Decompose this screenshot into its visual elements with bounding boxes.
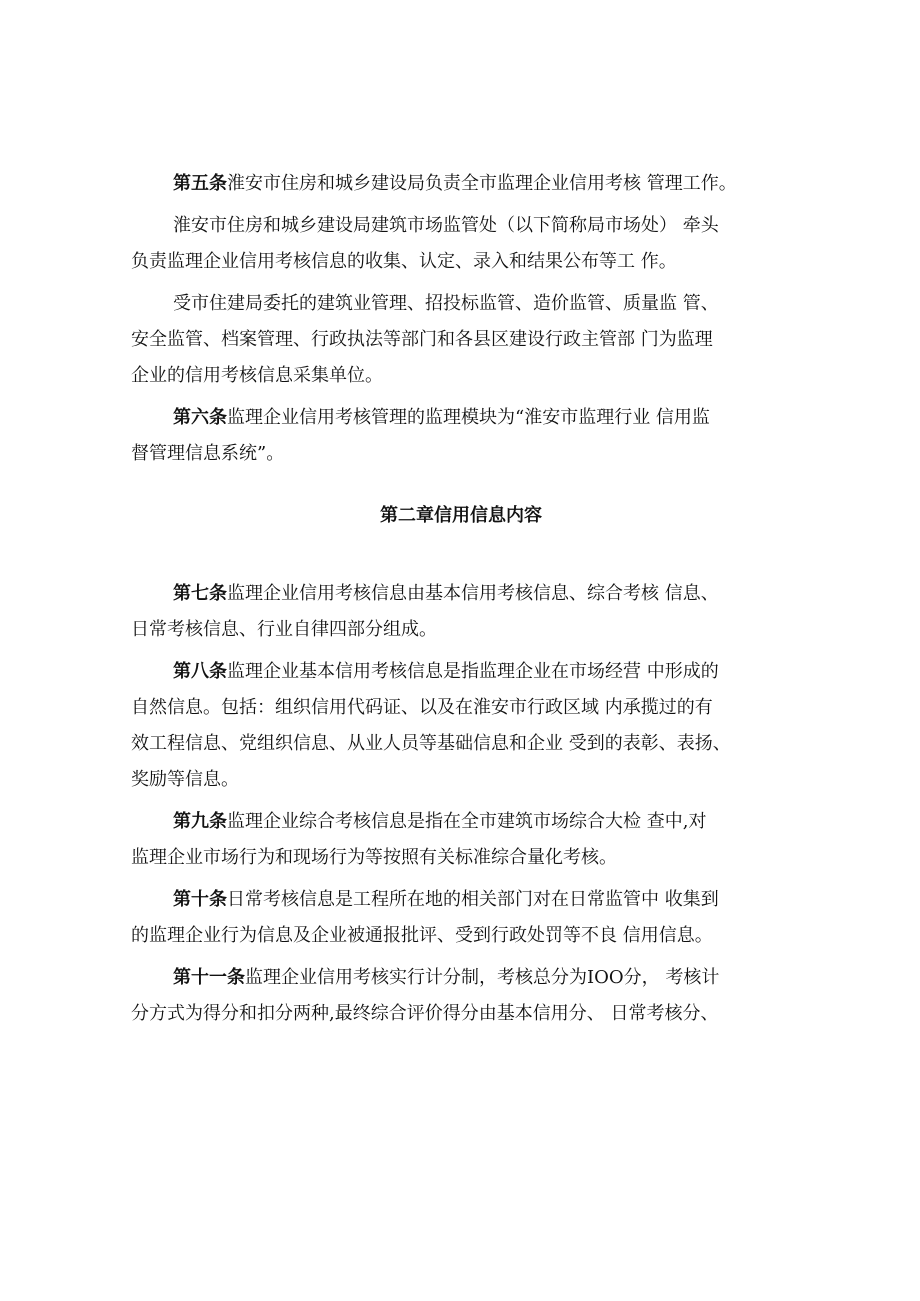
- entrusted-line-2: 安全监管、档案管理、行政执法等部门和各县区建设行政主管部 门为监理: [131, 329, 713, 350]
- market-office-line-2: 负责监理企业信用考核信息的收集、认定、录入和结果公布等工 作。: [131, 251, 677, 272]
- article-6-label: 第六条: [173, 407, 227, 428]
- article-10-label: 第十条: [173, 889, 227, 910]
- article-9-label: 第九条: [173, 811, 227, 832]
- article-10-line-1: 第十条日常考核信息是工程所在地的相关部门对在日常监管中 收集到: [173, 889, 719, 910]
- article-9-line-2: 监理企业市场行为和现场行为等按照有关标准综合量化考核。: [131, 847, 617, 868]
- article-8-label: 第八条: [173, 661, 227, 682]
- article-9-line-1: 第九条监理企业综合考核信息是指在全市建筑市场综合大检 查中,对: [173, 811, 707, 832]
- article-8-line-1: 第八条监理企业基本信用考核信息是指监理企业在市场经营 中形成的: [173, 661, 719, 682]
- article-6-line-1: 第六条监理企业信用考核管理的监理模块为“淮安市监理行业 信用监: [173, 407, 710, 428]
- article-11: [131, 960, 791, 1032]
- article-5-label: 第五条: [173, 173, 227, 194]
- entrusted-line-1: 受市住建局委托的建筑业管理、招投标监管、造价监管、质量监 管、: [173, 293, 719, 314]
- article-6: [131, 400, 791, 472]
- article-8-line-2: 自然信息。包括：组织信用代码证、以及在淮安市行政区域 内承揽过的有: [131, 697, 713, 718]
- article-5: [131, 166, 791, 202]
- article-7-line-1: 第七条监理企业信用考核信息由基本信用考核信息、综合考核 信息、: [173, 583, 719, 604]
- article-11-line-1: 第十一条监理企业信用考核实行计分制，考核总分为IOO分， 考核计: [173, 967, 720, 988]
- article-6-line-2: 督管理信息系统”。: [131, 443, 285, 464]
- entrusted-paragraph: [131, 286, 791, 394]
- article-7-line-2: 日常考核信息、行业自律四部分组成。: [131, 619, 437, 640]
- article-8: [131, 654, 791, 798]
- article-10-line-2: 的监理企业行为信息及企业被通报批评、受到行政处罚等不良 信用信息。: [131, 925, 713, 946]
- document-page: [131, 166, 791, 1032]
- article-10: [131, 882, 791, 954]
- entrusted-line-3: 企业的信用考核信息采集单位。: [131, 365, 383, 386]
- article-11-label: 第十一条: [173, 967, 245, 988]
- article-7: [131, 576, 791, 648]
- market-office-line-1: 淮安市住房和城乡建设局建筑市场监管处（以下简称局市场处） 牵头: [173, 215, 719, 236]
- article-7-label: 第七条: [173, 583, 227, 604]
- article-5-line-1: 第五条淮安市住房和城乡建设局负责全市监理企业信用考核 管理工作。: [173, 173, 737, 194]
- market-office-paragraph: [131, 208, 791, 280]
- article-9: [131, 804, 791, 876]
- chapter-2-heading: 第二章信用信息内容: [380, 505, 542, 526]
- article-11-line-2: 分方式为得分和扣分两种,最终综合评价得分由基本信用分、 日常考核分、: [131, 1003, 719, 1024]
- article-8-line-3: 效工程信息、党组织信息、从业人员等基础信息和企业 受到的表彰、表扬、: [131, 733, 731, 754]
- article-8-line-4: 奖励等信息。: [131, 769, 239, 790]
